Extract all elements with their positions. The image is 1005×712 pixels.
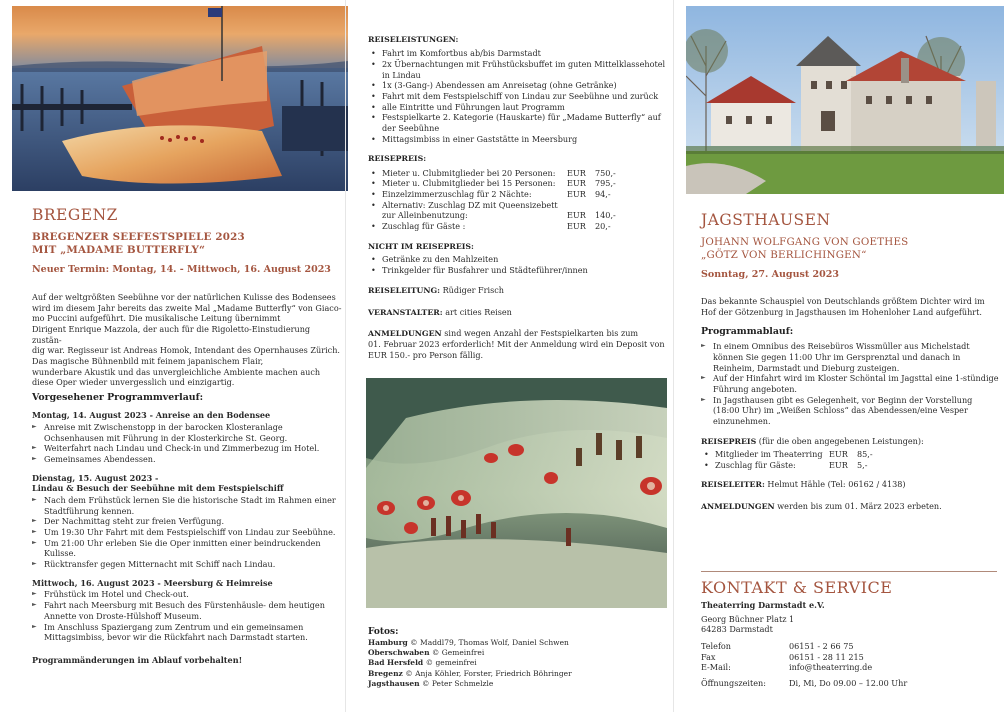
list-item: ► Fahrt nach Meersburg mit Besuch des Fürstenhäusle- dem heutigen Annette von Droste-Hülshoff Museum. bbox=[32, 600, 337, 621]
price-row bbox=[368, 210, 633, 221]
bregenz-subtitle-1: BREGENZER SEEFESTSPIELE 2023 bbox=[32, 231, 245, 244]
bregenz-intro bbox=[32, 292, 342, 388]
jagsthausen-date: Sonntag, 27. August 2023 bbox=[701, 269, 839, 281]
credit-row bbox=[368, 658, 668, 668]
day2-list bbox=[32, 495, 337, 570]
reiseleiter-label: REISELEITER: bbox=[701, 480, 765, 490]
list-item: • Festspielkarte 2. Kategorie (Hauskarte) für „Madame Butterfly“ auf der Seebühne bbox=[368, 112, 668, 133]
list-item: ► Nach dem Frühstück lernen Sie die historische Stadt im Rahmen einer Stadtführung kennen. bbox=[32, 495, 337, 516]
kontakt-city: 64283 Darmstadt bbox=[701, 624, 773, 635]
reiseleiter-line bbox=[701, 479, 1001, 490]
jagsthausen-subtitle-2: „GÖTZ VON BERLICHINGEN“ bbox=[701, 249, 867, 262]
intro-line: wunderbare Akustik und das unvergleichliche Ambiente machen auch bbox=[32, 366, 321, 377]
price-row: • Alternativ: Zuschlag DZ mit Queensizebett bbox=[368, 200, 633, 211]
list-item: ► Frühstück im Hotel und Check-out. bbox=[32, 589, 337, 600]
day3-list bbox=[32, 589, 337, 642]
jagsthausen-subtitle-1: JOHANN WOLFGANG VON GOETHES bbox=[701, 236, 909, 249]
panel-bregenz bbox=[0, 0, 345, 712]
intro-line: Das bekannte Schauspiel von Deutschlands größtem Dichter wird im bbox=[701, 296, 985, 306]
price-amount: 85,- bbox=[857, 449, 873, 460]
price-row: • Mitglieder im Theaterring EUR 85,- bbox=[701, 449, 881, 460]
veranstalter-label: VERANSTALTER: bbox=[368, 307, 443, 317]
intro-line: diese Oper wieder unvergesslich und einzigartig. bbox=[32, 377, 235, 388]
kontakt-row-fax bbox=[701, 652, 1001, 663]
kontakt-row-hours bbox=[701, 678, 1001, 689]
opening-hours: Di, Mi, Do 09.00 – 12.00 Uhr bbox=[789, 678, 908, 689]
bregenz-lake-stage-photo bbox=[12, 6, 348, 191]
programmablauf-list bbox=[701, 341, 1001, 426]
credit-place: Bregenz bbox=[368, 668, 403, 678]
veranstalter-value: art cities Reisen bbox=[445, 306, 512, 317]
list-item: • Mittagsimbiss in einer Gaststätte in Meersburg bbox=[368, 134, 668, 145]
bregenz-subtitle-2: MIT „MADAME BUTTERFLY“ bbox=[32, 244, 206, 257]
price-amount: 795,- bbox=[595, 178, 616, 189]
day2-title-2: Lindau & Besuch der Seebühne mit dem Festspielschiff bbox=[32, 483, 284, 494]
madame-butterfly-stage-photo bbox=[366, 378, 667, 608]
credit-place: Jagsthausen bbox=[368, 678, 420, 688]
kontakt-row-email bbox=[701, 662, 1001, 673]
credit-text: © gemeinfrei bbox=[425, 658, 477, 668]
day1-list bbox=[32, 422, 337, 465]
price-amount: 5,- bbox=[857, 459, 868, 470]
list-item: ► Weiterfahrt nach Lindau und Check-in und Zimmerbezug im Hotel. bbox=[32, 443, 337, 454]
credit-row bbox=[368, 648, 668, 658]
list-item: ► In Jagsthausen gibt es Gelegenheit, vor Beginn der Vorstellung (18:00 Uhr) im „Weißen Schloss“ das Abendessen/eine Vesper einzunehmen. bbox=[701, 395, 1001, 427]
reiseleiter-value: Helmut Hähle (Tel: 06162 / 4138) bbox=[767, 479, 906, 490]
price-heading: REISEPREIS: bbox=[368, 154, 427, 164]
intro-line: Das magische Bühnenbild mit feinem japanischem Flair, bbox=[32, 356, 264, 367]
kontakt-key: Fax bbox=[701, 651, 716, 662]
list-item: ► In einem Omnibus des Reisebüros Wissmüller aus Michelstadt können Sie gegen 11:00 Uhr im Gersprenztal und danach in Reinheim, Darmstadt und Dieburg zusteigen. bbox=[701, 341, 1001, 373]
program-heading: Vorgesehener Programmverlauf: bbox=[32, 392, 204, 403]
credit-place: Bad Hersfeld bbox=[368, 658, 424, 668]
panel-jagsthausen bbox=[673, 0, 1005, 712]
credit-text: © Maddl79, Thomas Wolf, Daniel Schwen bbox=[410, 638, 569, 648]
kontakt-row-phone bbox=[701, 641, 1001, 652]
intro-line: Auf der weltgrößten Seebühne vor der natürlichen Kulisse des Bodensees bbox=[32, 292, 336, 302]
list-item: • Fahrt mit dem Festspielschiff von Lindau zur Seebühne und zurück bbox=[368, 91, 668, 102]
price-label: zur Alleinbenutzung: bbox=[382, 210, 468, 221]
price-label: Alternativ: Zuschlag DZ mit Queensizebett bbox=[382, 199, 558, 210]
credit-text: © Peter Schmelzle bbox=[421, 678, 494, 688]
price-label: Einzelzimmerzuschlag für 2 Nächte: bbox=[382, 188, 532, 199]
jagsthausen-price-heading-line bbox=[701, 436, 1001, 447]
list-item: • Getränke zu den Mahlzeiten bbox=[368, 254, 668, 265]
kontakt-heading: KONTAKT & SERVICE bbox=[701, 578, 893, 597]
list-item: ► Anreise mit Zwischenstopp in der barocken Klosteranlage Ochsenhausen mit Führung in der Klosterkirche St. Georg. bbox=[32, 422, 337, 443]
list-item: ► Gemeinsames Abendessen. bbox=[32, 454, 337, 465]
list-item: ► Um 19:30 Uhr Fahrt mit dem Festspielschiff von Lindau zur Seebühne. bbox=[32, 527, 337, 538]
jagsthausen-anmeldung-label: ANMELDUNGEN bbox=[701, 501, 775, 511]
jagsthausen-price-table bbox=[701, 449, 881, 470]
kontakt-block bbox=[701, 577, 1001, 689]
programmablauf-heading: Programmablauf: bbox=[701, 326, 794, 337]
photo-credits bbox=[368, 626, 668, 689]
email-link[interactable]: info@theaterring.de bbox=[789, 662, 873, 673]
kontakt-key: Telefon bbox=[701, 641, 732, 652]
bregenz-title: BREGENZ bbox=[32, 206, 118, 224]
list-item: • Fahrt im Komfortbus ab/bis Darmstadt bbox=[368, 48, 668, 59]
credit-row bbox=[368, 669, 668, 679]
jagsthausen-title: JAGSTHAUSEN bbox=[701, 211, 831, 229]
list-item: • alle Eintritte und Führungen laut Programm bbox=[368, 102, 668, 113]
fax-number: 06151 - 28 11 215 bbox=[789, 651, 864, 662]
reiseleitung-line bbox=[368, 285, 668, 296]
reiseleitung-label: REISELEITUNG: bbox=[368, 286, 440, 296]
intro-line: Hof der Götzenburg in Jagsthausen im Hohenloher Land aufgeführt. bbox=[701, 306, 982, 317]
credit-row bbox=[368, 679, 668, 689]
price-currency: EUR bbox=[567, 188, 586, 199]
kontakt-key: Öffnungszeiten: bbox=[701, 678, 766, 689]
list-item: • Trinkgelder für Busfahrer und Städteführer/innen bbox=[368, 265, 668, 276]
credit-place: Oberschwaben bbox=[368, 648, 430, 658]
jagsthausen-castle-photo bbox=[686, 6, 1004, 194]
anmeldung-label: ANMELDUNGEN bbox=[368, 328, 442, 338]
leistungen-list bbox=[368, 48, 668, 144]
fotos-heading: Fotos: bbox=[368, 627, 399, 637]
credit-place: Hamburg bbox=[368, 638, 408, 648]
program-footer-note: Programmänderungen im Ablauf vorbehalten! bbox=[32, 654, 243, 665]
price-label: Mieter u. Clubmitglieder bei 20 Personen: bbox=[382, 167, 556, 178]
price-currency: EUR bbox=[829, 459, 848, 470]
anmeldung-block bbox=[368, 328, 668, 361]
intro-line: wird im diesem Jahr bereits das zweite Mal „Madame Butterfly“ von Giaco- bbox=[32, 302, 342, 313]
jagsthausen-price-note: (für die oben angegebenen Leistungen): bbox=[758, 435, 924, 446]
list-item: ► Im Anschluss Spaziergang zum Zentrum und ein gemeinsamen Mittagsimbiss, bevor wir die Rückfahrt nach Darmstadt starten. bbox=[32, 622, 337, 643]
price-amount: 750,- bbox=[595, 167, 616, 178]
credit-text: © Anja Köhler, Forster, Friedrich Böhringer bbox=[405, 668, 572, 678]
anmeldung-line: EUR 150.- pro Person fällig. bbox=[368, 349, 484, 360]
anmeldung-line: 01. Februar 2023 erforderlich! Mit der Anmeldung wird ein Deposit von bbox=[368, 339, 665, 350]
list-item: ► Der Nachmittag steht zur freien Verfügung. bbox=[32, 516, 337, 527]
kontakt-street: Georg Büchner Platz 1 bbox=[701, 613, 795, 624]
jagsthausen-intro bbox=[701, 296, 1001, 317]
credit-row bbox=[368, 638, 668, 648]
list-item: ► Auf der Hinfahrt wird im Kloster Schöntal im Jagsttal eine 1-stündige Führung angeboten. bbox=[701, 373, 1001, 394]
list-item: ► Um 21:00 Uhr erleben Sie die Oper inmitten einer beindruckenden Kulisse. bbox=[32, 538, 337, 559]
price-currency: EUR bbox=[567, 220, 586, 231]
price-amount: 140,- bbox=[595, 210, 616, 221]
intro-line: Dirigent Enrique Mazzola, der auch für die Rigoletto-Einstudierung zustän- bbox=[32, 324, 311, 345]
leistungen-heading: REISELEISTUNGEN: bbox=[368, 35, 459, 44]
day1-title: Montag, 14. August 2023 - Anreise an den Bodensee bbox=[32, 410, 271, 421]
day3-title: Mittwoch, 16. August 2023 - Meersburg & Heimreise bbox=[32, 577, 273, 588]
credit-text: © Gemeinfrei bbox=[431, 648, 485, 658]
price-row: • Mieter u. Clubmitglieder bei 15 Personen: EUR 795,- bbox=[368, 178, 633, 189]
price-row: • Mieter u. Clubmitglieder bei 20 Personen: EUR 750,- bbox=[368, 168, 633, 179]
kontakt-divider bbox=[701, 571, 997, 572]
price-label: Zuschlag für Gäste: bbox=[715, 459, 796, 470]
list-item: • 1x (3-Gang-) Abendessen am Anreisetag (ohne Getränke) bbox=[368, 80, 668, 91]
price-currency: EUR bbox=[567, 178, 586, 189]
price-table bbox=[368, 168, 633, 232]
price-label: Mieter u. Clubmitglieder bei 15 Personen: bbox=[382, 178, 556, 189]
list-item: ► Rücktransfer gegen Mitternacht mit Schiff nach Lindau. bbox=[32, 559, 337, 570]
price-amount: 94,- bbox=[595, 188, 611, 199]
price-currency: EUR bbox=[567, 167, 586, 178]
bregenz-date: Neuer Termin: Montag, 14. - Mittwoch, 16. August 2023 bbox=[32, 264, 331, 276]
kontakt-key: E-Mail: bbox=[701, 662, 731, 673]
phone-number[interactable]: 06151 - 2 66 75 bbox=[789, 641, 854, 652]
price-row: • Einzelzimmerzuschlag für 2 Nächte: EUR 94,- bbox=[368, 189, 633, 200]
jagsthausen-anmeldung-value: werden bis zum 01. März 2023 erbeten. bbox=[777, 500, 942, 511]
list-item: • 2x Übernachtungen mit Frühstücksbuffet im guten Mittelklassehotel in Lindau bbox=[368, 59, 668, 80]
not-included-list bbox=[368, 254, 668, 275]
jagsthausen-anmeldung-line bbox=[701, 501, 1001, 512]
price-row: • Zuschlag für Gäste : EUR 20,- bbox=[368, 221, 633, 232]
price-amount: 20,- bbox=[595, 220, 611, 231]
price-currency: EUR bbox=[567, 210, 586, 221]
jagsthausen-price-heading: REISEPREIS bbox=[701, 436, 757, 446]
anmeldung-line: sind wegen Anzahl der Festspielkarten bis zum bbox=[444, 327, 639, 338]
intro-line: mo Puccini aufgeführt. Die musikalische Leitung übernimmt bbox=[32, 313, 281, 324]
price-label: Zuschlag für Gäste : bbox=[382, 220, 466, 231]
price-row: • Zuschlag für Gäste: EUR 5,- bbox=[701, 460, 881, 471]
intro-line: dig war. Regisseur ist Andreas Homok, Intendant des Opernhauses Zürich. bbox=[32, 345, 340, 356]
price-currency: EUR bbox=[829, 449, 848, 460]
panel-leistungen bbox=[345, 0, 673, 712]
price-label: Mitglieder im Theaterring bbox=[715, 449, 823, 460]
not-included-heading: NICHT IM REISEPREIS: bbox=[368, 241, 474, 251]
reiseleitung-value: Rüdiger Frisch bbox=[442, 285, 505, 296]
day2-title-1: Dienstag, 15. August 2023 - bbox=[32, 472, 159, 483]
veranstalter-line bbox=[368, 307, 668, 318]
kontakt-org: Theaterring Darmstadt e.V. bbox=[701, 600, 825, 611]
